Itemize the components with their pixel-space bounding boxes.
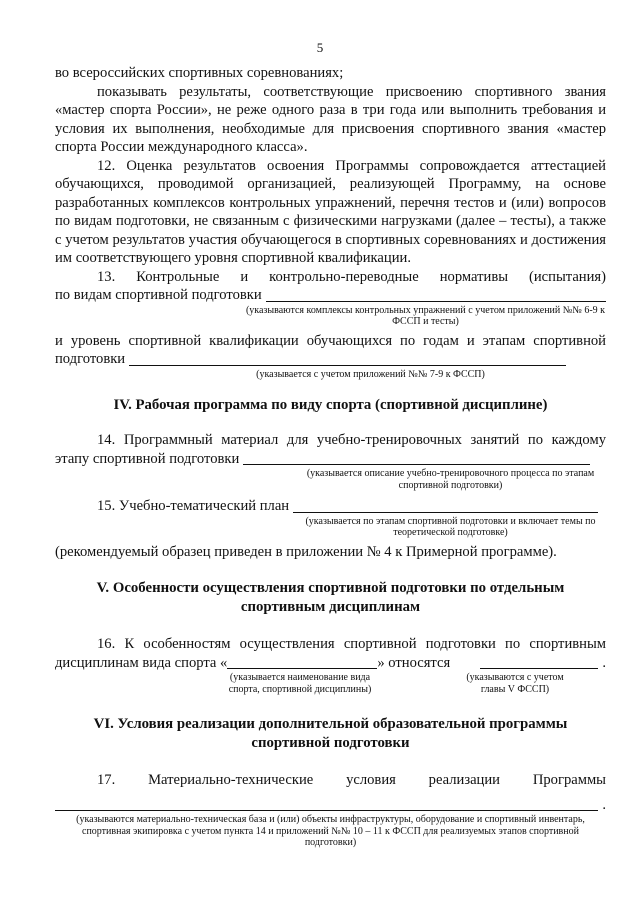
paragraph-12: 12. Оценка результатов освоения Программы сопровождается аттестацией обучающихся, проводимой организацией, реализующей Программу, на основе разработанных комплексов контрольных упражнений, перечня тестов и (или) вопросов по видам подготовки, не связанным с физическими нагрузками (далее – тесты), а также с учетом результатов участия обучающегося в спортивных соревнованиях и достижения им соответствующего уровня спортивной квалификации. [55, 157, 606, 266]
paragraph-16-notes [55, 672, 606, 695]
section-5-heading: V. Особенности осуществления спортивной подготовки по отдельным спортивным дисциплинам [96, 580, 565, 615]
paragraph-16-text-1: дисциплинам вида спорта « [55, 654, 228, 671]
note-13b: (указывается с учетом приложений №№ 7-9 к ФССП) [256, 368, 485, 380]
paragraph-16-text-2: » относятся [377, 654, 451, 671]
paragraph-16-line-1: 16. К особенностям осуществления спортивной подготовки по спортивным [97, 636, 606, 652]
paragraph-13-line-2 [55, 286, 606, 305]
paragraph-13-line-3: и уровень спортивной квалификации обучающихся по годам и этапам спортивной [55, 332, 606, 349]
paragraph-13-line-4 [55, 350, 606, 369]
paragraph-13-text: по видам спортивной подготовки [55, 287, 262, 303]
paragraph-17: 17. Материально-технические условия реализации Программы [97, 772, 606, 788]
section-4-heading: IV. Рабочая программа по виду спорта (спортивной дисциплине) [113, 397, 548, 413]
blank-line-17-row: . [55, 796, 606, 815]
paragraph-14-text: этапу спортивной подготовки [55, 450, 240, 467]
text-line-1: во всероссийских спортивных соревнованиях; [55, 65, 344, 81]
note-13a: (указываются комплексы контрольных упражнений с учетом приложений №№ 6-9 к ФССП и тесты) [245, 304, 606, 327]
blank-line-13a [266, 288, 606, 302]
paragraph-13-line-1: 13. Контрольные и контрольно-переводные нормативы (испытания) [97, 268, 606, 285]
blank-sport-name [227, 655, 377, 669]
blank-line-13b [129, 352, 566, 366]
blank-line-15 [293, 499, 598, 513]
paragraph-16-line-2: дисциплинам вида спорта « » относятся . [55, 654, 606, 671]
page-number: 5 [316, 40, 324, 55]
note-15: (указывается по этапам спортивной подготовки и включает темы по теоретической подготовке) [305, 515, 596, 538]
blank-line-17 [55, 797, 598, 811]
paragraph-results: показывать результаты, соответствующие присвоению спортивного звания «мастер спорта России», не реже одного раза в три года или выполнить требования и условия их выполнения, необходимые для присвоения спортивного звания «мастер спорта России международного класса». [55, 83, 606, 155]
note-17: (указываются материально-техническая база и (или) объекты инфраструктуры, оборудование и спортивный инвентарь, спортивная экипировка с учетом пункта 14 и приложений №№ 10 – 11 к ФССП для реализуемых этапов спортивной подготовки) [76, 814, 585, 848]
section-6-heading: VI. Условия реализации дополнительной образовательной программы спортивной подготовки [93, 716, 568, 751]
document-body [55, 64, 606, 849]
paragraph-14-line-2 [55, 450, 606, 469]
paragraph-15-line-1 [55, 497, 606, 516]
paragraph-14-line-1: 14. Программный материал для учебно-тренировочных занятий по каждому [97, 432, 606, 448]
paragraph-15-line-2: (рекомендуемый образец приведен в приложении № 4 к Примерной программе). [55, 543, 557, 560]
note-16b: (указываются с учетом главы V ФССП) [466, 672, 564, 695]
blank-line-14 [243, 451, 590, 465]
note-14: (указывается описание учебно-тренировочного процесса по этапам спортивной подготовки) [306, 468, 595, 491]
note-16a: (указывается наименование вида спорта, спортивной дисциплины) [228, 672, 372, 695]
paragraph-15-text: 15. Учебно-тематический план [97, 498, 290, 514]
blank-features [480, 655, 598, 669]
paragraph-13-text-2: подготовки [55, 351, 126, 367]
